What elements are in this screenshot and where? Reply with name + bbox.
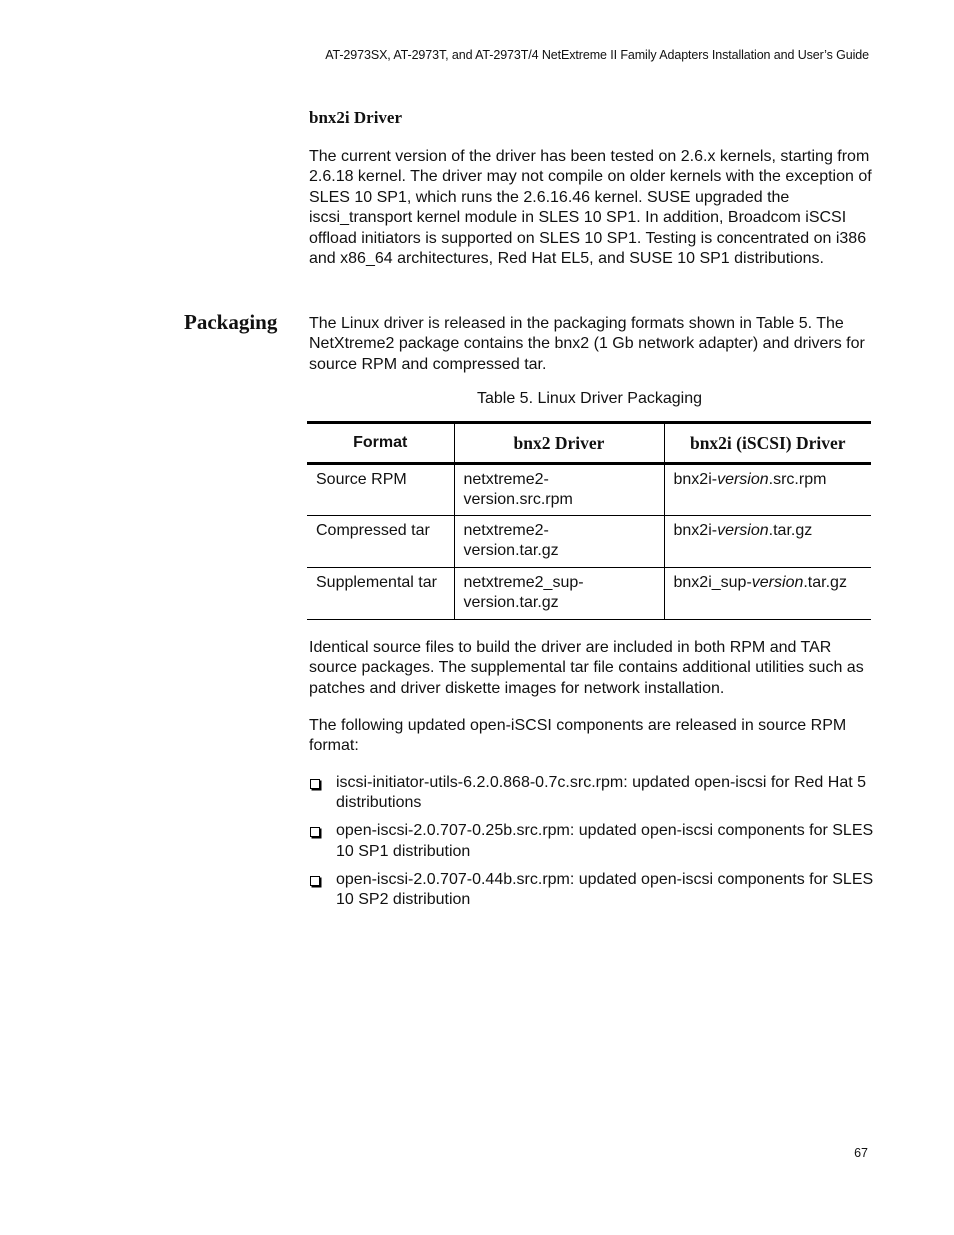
running-header: AT-2973SX, AT-2973T, and AT-2973T/4 NetExtreme II Family Adapters Installation and User’s Guide <box>325 48 869 62</box>
bnx2-package-line2: version.tar.gz <box>463 594 559 612</box>
checkbox-bullet-icon <box>310 876 320 886</box>
bnx2i-package-suffix: .tar.gz <box>803 574 847 591</box>
checkbox-bullet-icon <box>310 827 320 837</box>
open-iscsi-components-paragraph: The following updated open-iSCSI components are released in source RPM format: <box>309 717 847 755</box>
table-row <box>307 464 871 516</box>
table-row <box>307 568 871 620</box>
column-header-bnx2-driver: bnx2 Driver <box>454 423 664 464</box>
open-iscsi-components-list <box>309 773 874 918</box>
bnx2i-package-prefix: bnx2i_sup- <box>673 574 752 591</box>
list-item <box>309 773 874 814</box>
source-files-paragraph: Identical source files to build the driver are included in both RPM and TAR source packages. The supplemental tar file contains additional utilities such as patches and driver diskette images for network installation. <box>309 639 864 697</box>
list-item <box>309 870 874 911</box>
bnx2-package-line1: netxtreme2_sup- <box>463 574 584 591</box>
table-row <box>307 516 871 568</box>
format-cell: Source RPM <box>307 464 454 516</box>
bnx2i-package-version: version <box>751 574 804 591</box>
bnx2i-driver-heading: bnx2i Driver <box>309 108 403 127</box>
format-cell: Compressed tar <box>307 516 454 568</box>
bnx2i-driver-paragraph: The current version of the driver has been tested on 2.6.x kernels, starting from 2.6.18 kernel. The driver may not compile on older kernels with the exception of SLES 10 SP1, which runs the 2.6.16.46 kernel. SUSE upgraded the iscsi_transport kernel module in SLES 10 SP1. In addition, Broadcom iSCSI offload initiators is supported on SLES 10 SP1. Testing is concentrated on i386 and x86_64 architectures, Red Hat EL5, and SUSE 10 SP1 distributions. <box>309 148 872 268</box>
bnx2i-package-version: version <box>717 471 769 488</box>
bnx2i-driver-cell <box>664 516 871 568</box>
bnx2i-package-prefix: bnx2i- <box>673 471 718 488</box>
table-caption: Table 5. Linux Driver Packaging <box>476 390 702 407</box>
bnx2-driver-cell <box>454 568 664 620</box>
bnx2i-package-prefix: bnx2i- <box>673 522 718 539</box>
checkbox-bullet-icon <box>310 779 320 789</box>
format-cell: Supplemental tar <box>307 568 454 620</box>
bnx2-driver-cell <box>454 516 664 568</box>
packaging-heading: Packaging <box>184 310 278 334</box>
packaging-intro-paragraph: The Linux driver is released in the packaging formats shown in Table 5. The NetXtreme2 package contains the bnx2 (1 Gb network adapter) and drivers for source RPM and compressed tar. <box>309 315 865 373</box>
bnx2i-driver-cell <box>664 568 871 620</box>
bnx2-package-line2: version.tar.gz <box>463 542 559 560</box>
bnx2-driver-cell <box>454 464 664 516</box>
linux-driver-packaging-table <box>307 421 871 620</box>
column-header-bnx2i-driver: bnx2i (iSCSI) Driver <box>664 423 871 464</box>
list-item <box>309 821 874 862</box>
list-item-text: iscsi-initiator-utils-6.2.0.868-0.7c.src.rpm: updated open-iscsi for Red Hat 5 distributions <box>336 774 866 812</box>
list-item-text: open-iscsi-2.0.707-0.25b.src.rpm: updated open-iscsi components for SLES 10 SP1 distribution <box>336 822 874 860</box>
bnx2-package-line1: netxtreme2- <box>463 522 549 539</box>
bnx2i-package-version: version <box>717 522 769 539</box>
bnx2-package-line1: netxtreme2- <box>463 471 549 488</box>
list-item-text: open-iscsi-2.0.707-0.44b.src.rpm: updated open-iscsi components for SLES 10 SP2 distribution <box>336 870 874 909</box>
bnx2i-driver-cell <box>664 464 871 516</box>
page-number: 67 <box>854 1146 868 1160</box>
bnx2i-package-suffix: .src.rpm <box>768 471 827 488</box>
column-header-format: Format <box>307 423 454 464</box>
bnx2-package-line2: version.src.rpm <box>463 491 573 509</box>
table-header-row <box>307 423 871 464</box>
bnx2i-package-suffix: .tar.gz <box>768 522 813 539</box>
